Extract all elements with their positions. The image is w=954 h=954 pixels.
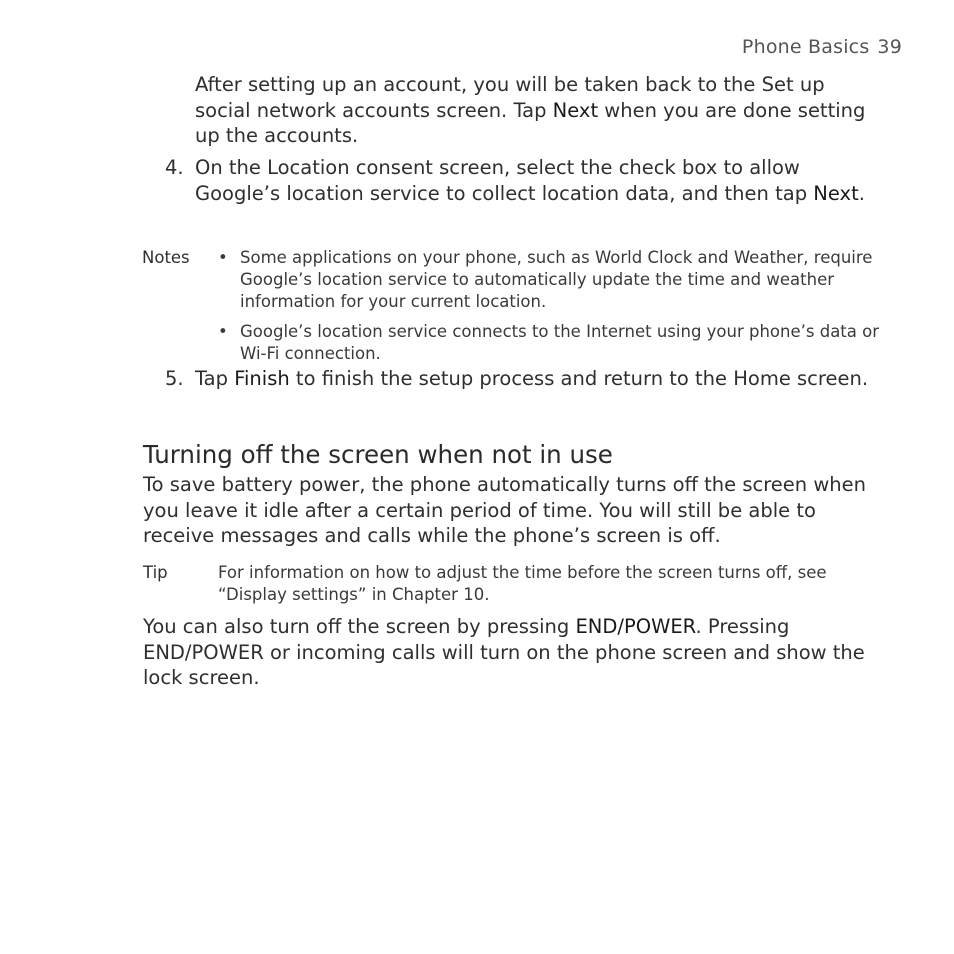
step-4-text: On the Location consent screen, select the check box to allow Google’s location service to collect location data, and then tap Next. (195, 156, 865, 205)
page-number: 39 (877, 36, 902, 58)
note-item: Google’s location service connects to the Internet using your phone’s data or Wi-Fi connection. (240, 322, 880, 363)
step-5-number: 5. (165, 367, 184, 390)
section-title: Phone Basics (741, 36, 870, 58)
step-4-number: 4. (165, 156, 184, 179)
end-power-keyword: END/POWER (575, 615, 696, 638)
note-bullet: • (218, 248, 228, 267)
next-keyword: Next (813, 181, 859, 205)
closing-paragraph: You can also turn off the screen by pressing END/POWER. Pressing END/POWER or incoming calls will turn on the phone screen and show the lock screen. (143, 615, 865, 689)
note-bullet: • (218, 322, 228, 341)
section-intro: To save battery power, the phone automatically turns off the screen when you leave it idle after a certain period of time. You will still be able to receive messages and calls while the phone’s screen is off. (143, 473, 867, 547)
tip-label: Tip (143, 563, 168, 582)
note-item: Some applications on your phone, such as World Clock and Weather, require Google’s location service to automatically update the time and weather information for your current location. (240, 248, 873, 311)
section-heading: Turning off the screen when not in use (143, 440, 613, 469)
step-5-text: Tap Finish to finish the setup process and return to the Home screen. (195, 367, 869, 390)
tip-text: For information on how to adjust the time before the screen turns off, see “Display settings” in Chapter 10. (218, 563, 827, 604)
step-3-continuation: After setting up an account, you will be taken back to the Set up social network accounts screen. Tap Next when you are done setting up the accounts. (195, 73, 866, 147)
notes-label: Notes (142, 248, 190, 267)
next-keyword: Next (552, 98, 599, 122)
page-header (742, 36, 902, 58)
finish-keyword: Finish (234, 367, 290, 390)
